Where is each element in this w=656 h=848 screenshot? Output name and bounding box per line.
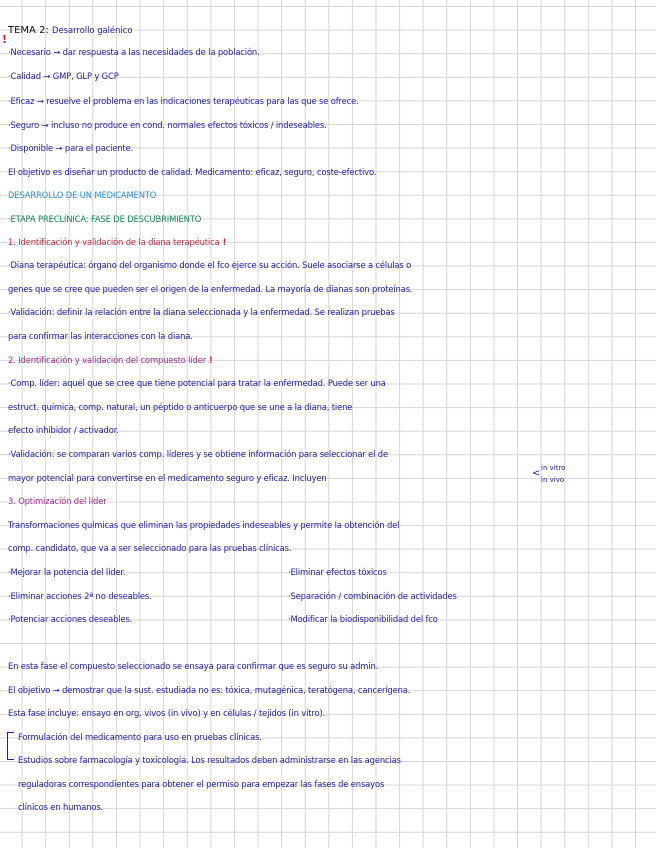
step2-line: estruct. química, comp. natural, un péptido o anticuerpo que se une a la diana, tiene (8, 402, 353, 412)
step2-line: ·Comp. líder: aquel que se cree que tiene potencial para tratar la enfermedad. Puede ser una (8, 378, 386, 388)
step1-line: ·Diana terapéutica: órgano del organismo donde el fco ejerce su acción. Suele asociarse a células o (8, 260, 412, 270)
branch-in-vitro: in vitro (541, 464, 566, 472)
page-title: TEMA 2: Desarrollo galénico (8, 25, 133, 36)
step2-line: mayor potencial para convertirse en el medicamento seguro y eficaz. Incluyen (8, 473, 327, 483)
branch-brace: < (532, 468, 541, 479)
step3-left-item: ·Potenciar acciones deseables. (8, 614, 133, 624)
branch-in-vivo: in vivo (541, 476, 565, 484)
step1-line: ·Validación: definir la relación entre la diana seleccionada y la enfermedad. Se realizan pruebas (8, 307, 395, 317)
step3-line: Transformaciones químicas que eliminan las propiedades indeseables y permite la obtención del (8, 520, 400, 530)
step1-line: genes que se cree que pueden ser el origen de la enfermedad. La mayoría de dianas son proteínas. (8, 284, 413, 294)
bracket-mark (7, 732, 14, 760)
step2-heading: 2. Identificación y validación del compuesto líder ! (8, 355, 213, 365)
step2-line: ·Validación: se comparan varios comp. líderes y se obtiene información para seleccionar el de (8, 449, 388, 459)
intro-line: ·Necesario → dar respuesta a las necesidades de la población. (8, 47, 260, 57)
bracket-item: reguladoras correspondientes para obtener el permiso para empezar las fases de ensayos (18, 779, 385, 789)
step3-right-item: ·Modificar la biodisponibilidad del fco (288, 614, 438, 624)
bracket-item: clínicos en humanos. (18, 802, 104, 812)
step1-line: para confirmar las interacciones con la diana. (8, 331, 193, 341)
step3-left-item: ·Eliminar acciones 2ª no deseables. (8, 591, 152, 601)
step3-right-item: ·Eliminar efectos tóxicos (288, 567, 387, 577)
step2-line: efecto inhibidor / activador. (8, 425, 119, 435)
section-heading: DESARROLLO DE UN MEDICAMENTO (8, 190, 157, 200)
step3-line: comp. candidato, que va a ser seleccionado para las pruebas clínicas. (8, 543, 292, 553)
exclamation-mark: ! (2, 33, 8, 46)
closing-line: En esta fase el compuesto seleccionado se ensaya para confirmar que es seguro su admin. (8, 661, 379, 671)
step3-right-item: ·Separación / combinación de actividades (288, 591, 457, 601)
step3-left-item: ·Mejorar la potencia del líder. (8, 567, 126, 577)
intro-line: ·Eficaz → resuelve el problema en las indicaciones terapéuticas para las que se ofrece. (8, 96, 359, 106)
stage-heading: ·ETAPA PRECLÍNICA: FASE DE DESCUBRIMIENTO (8, 214, 202, 224)
intro-line: El objetivo es diseñar un producto de calidad. Medicamento: eficaz, seguro, coste-efectivo. (8, 167, 377, 177)
closing-line: Esta fase incluye: ensayo en org. vivos (in vivo) y en células / tejidos (in vitro). (8, 708, 326, 718)
step3-heading: 3. Optimización del líder (8, 496, 107, 506)
intro-line: ·Seguro → incluso no produce en cond. normales efectos tóxicos / indeseables. (8, 120, 327, 130)
step1-heading: 1. Identificación y validación de la diana terapéutica ! (8, 237, 227, 247)
bracket-item: Estudios sobre farmacología y toxicología. Los resultados deben administrarse en las agencias (18, 755, 401, 765)
intro-line: ·Calidad → GMP, GLP y GCP (8, 71, 119, 81)
closing-line: El objetivo → demostrar que la sust. estudiada no es: tóxica, mutagénica, teratógena, cancerígena. (8, 685, 411, 695)
intro-line: ·Disponible → para el paciente. (8, 143, 134, 153)
bracket-item: Formulación del medicamento para uso en pruebas clínicas. (18, 732, 262, 742)
